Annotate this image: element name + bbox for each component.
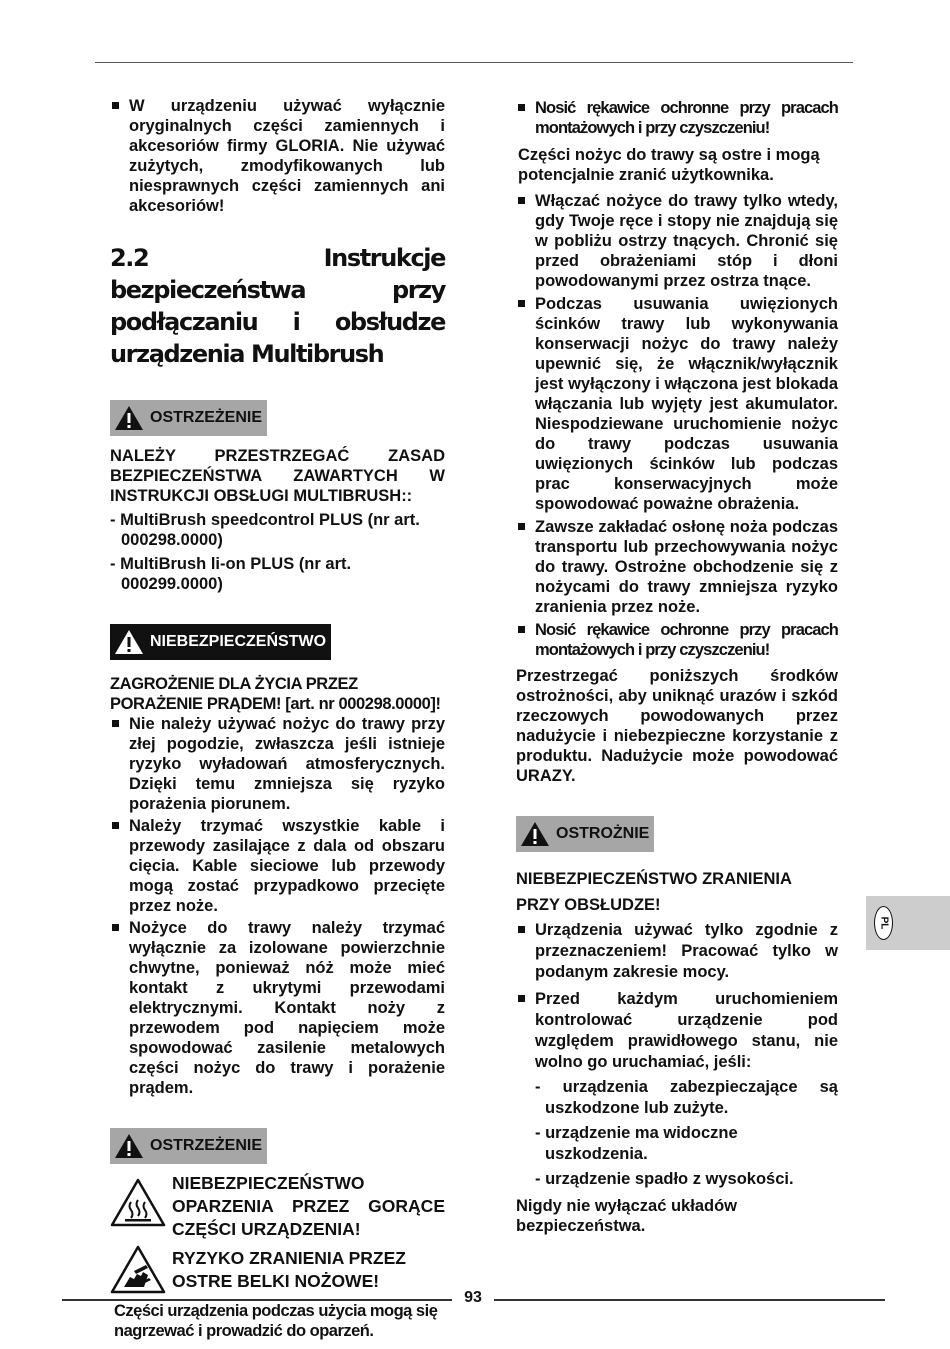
danger-heading: ZAGROŻENIE DLA ŻYCIA PRZEZ PORAŻENIE PRĄDEM! [art. nr 000298.0000]!	[110, 675, 441, 713]
gloves-list	[516, 98, 838, 138]
warning-triangle-icon	[114, 1133, 144, 1159]
subitem: - urządzenia zabezpieczające są uszkodzone lub zużyte.	[535, 1078, 838, 1117]
warning-label: OSTRZEŻENIE	[150, 409, 263, 426]
warning-label: OSTRZEŻENIE	[150, 1137, 263, 1154]
list-item: Należy trzymać wszystkie kable i przewody zasilające z dala od obszaru cięcia. Kable sieciowe lub przewody mogą zostać przypadkowo przecięte przez noże.	[110, 816, 445, 916]
intro-text: Części nożyc do trawy są ostre i mogą potencjalnie zranić użytkownika.	[518, 146, 820, 184]
list-item: Nie należy używać nożyc do trawy przy złej pogodzie, zwłaszcza jeśli istnieje ryzyko wyładowań atmosferycznych. Dzięki temu zmniejsza się ryzyko porażenia piorunem.	[110, 714, 445, 814]
list-item: Nosić rękawice ochronne przy pracach montażowych i przy czyszczeniu!	[516, 620, 838, 660]
subitem: - urządzenie ma widoczne uszkodzenia.	[535, 1124, 738, 1163]
list-item: Zawsze zakładać osłonę noża podczas transportu lub przechowywania nożyc do trawy. Ostrożne obchodzenie się z nożycami do trawy zmniejsza ryzyko zranienia przez noże.	[516, 517, 838, 617]
warning-triangle-icon	[114, 405, 144, 431]
footer-rule-left	[62, 1299, 452, 1301]
language-tab-label: PL	[878, 916, 889, 930]
danger-badge	[110, 624, 331, 660]
danger-list	[110, 714, 445, 1098]
danger-label: NIEBEZPIECZEŃSTWO	[150, 633, 327, 650]
caution-label: OSTROŻNIE	[556, 825, 650, 842]
spare-parts-list	[110, 96, 445, 216]
subitem: - urządzenie spadło z wysokości.	[535, 1170, 794, 1188]
caution-heading-line: PRZY OBSŁUDZE!	[516, 896, 661, 914]
final-warning: Nigdy nie wyłączać układów bezpieczeństwa.	[516, 1197, 737, 1235]
warning-badge	[110, 1128, 267, 1164]
precaution-paragraph: Przestrzegać poniższych środków ostrożności, aby uniknąć urazów i szkód rzeczowych powodowanych przez nadużycie i niebezpieczne korzystanie z produktu. Nadużycie może powodować URAZY.	[516, 667, 838, 785]
language-tab-badge	[874, 906, 893, 940]
list-item: Podczas usuwania uwięzionych ścinków trawy lub wykonywania konserwacji nożyc do trawy należy upewnić się, że włącznik/wyłącznik jest wyłączony i włączona jest blokada włączania lub wyjęty jest akumulator. Niespodziewane uruchomienie nożyc do trawy podczas usuwania uwięzionych ścinków lub podczas prac konserwacyjnych może spowodować poważne obrażenia.	[516, 294, 838, 514]
hot-surface-warning	[110, 1172, 445, 1241]
cut-hazard-text: RYZYKO ZRANIENIA PRZEZ OSTRE BELKI NOŻOWE!	[172, 1248, 406, 1291]
list-item: W urządzeniu używać wyłącznie oryginalnych części zamiennych i akcesoriów firmy GLORIA. Nie używać zużytych, zmodyfikowanych lub niesprawnych części zamiennych ani akcesoriów!	[110, 96, 445, 216]
cut-hazard-icon	[110, 1245, 166, 1295]
list-item: Włączać nożyce do trawy tylko wtedy, gdy Twoje ręce i stopy nie znajdują się w pobliżu ostrzy tnących. Chronić się przed obrażeniami stóp i dłoni powodowanymi przez ostrza tnące.	[516, 191, 838, 291]
caution-triangle-icon	[520, 821, 550, 847]
list-item: Urządzenia używać tylko zgodnie z przeznaczeniem! Pracować tylko w podanym zakresie mocy.	[516, 920, 838, 983]
caution-heading-line: NIEBEZPIECZEŃSTWO ZRANIENIA	[516, 870, 792, 888]
cut-hazard-warning	[110, 1247, 445, 1295]
burn-note: Części urządzenia podczas użycia mogą się nagrzewać i prowadzić do oparzeń.	[114, 1302, 438, 1340]
page-number: 93	[464, 1289, 482, 1306]
caution-list	[516, 920, 838, 1073]
hot-surface-icon	[110, 1178, 166, 1228]
warning-badge	[110, 400, 267, 436]
left-column	[110, 96, 445, 1341]
caution-badge	[516, 816, 654, 852]
caution-subitems	[516, 1077, 838, 1190]
list-item: Przed każdym uruchomieniem kontrolować urządzenie pod względem prawidłowego stanu, nie wolno go uruchamiać, jeśli:	[516, 989, 838, 1073]
list-item: Nosić rękawice ochronne przy pracach montażowych i przy czyszczeniu!	[516, 98, 838, 138]
header-rule	[95, 62, 853, 63]
product-item: - MultiBrush li-on PLUS (nr art. 000299.0000)	[110, 555, 352, 593]
footer-rule-right	[494, 1299, 885, 1301]
list-item: Nożyce do trawy należy trzymać wyłącznie za izolowane powierzchnie chwytne, ponieważ nóż może mieć kontakt z ukrytymi przewodami elektrycznymi. Kontakt noży z przewodem pod napięciem może spowodować zasilenie metalowych części nożyc do trawy i porażenie prądem.	[110, 918, 445, 1098]
hot-surface-text: NIEBEZPIECZEŃSTWO OPARZENIA PRZEZ GORĄCE CZĘŚCI URZĄDZENIA!	[172, 1173, 445, 1239]
right-column	[516, 98, 838, 1236]
product-item: - MultiBrush speedcontrol PLUS (nr art. 000298.0000)	[110, 511, 420, 549]
language-tab	[866, 896, 950, 950]
section-heading: 2.2 Instrukcje bezpieczeństwa przy podłączaniu i obsłudze urządzenia Multibrush	[110, 244, 445, 368]
safety-list	[516, 191, 838, 660]
warning-text: NALEŻY PRZESTRZEGAĆ ZASAD BEZPIECZEŃSTWA ZAWARTYCH W INSTRUKCJI OBSŁUGI MULTIBRUSH::	[110, 447, 445, 505]
danger-triangle-icon	[114, 629, 144, 655]
